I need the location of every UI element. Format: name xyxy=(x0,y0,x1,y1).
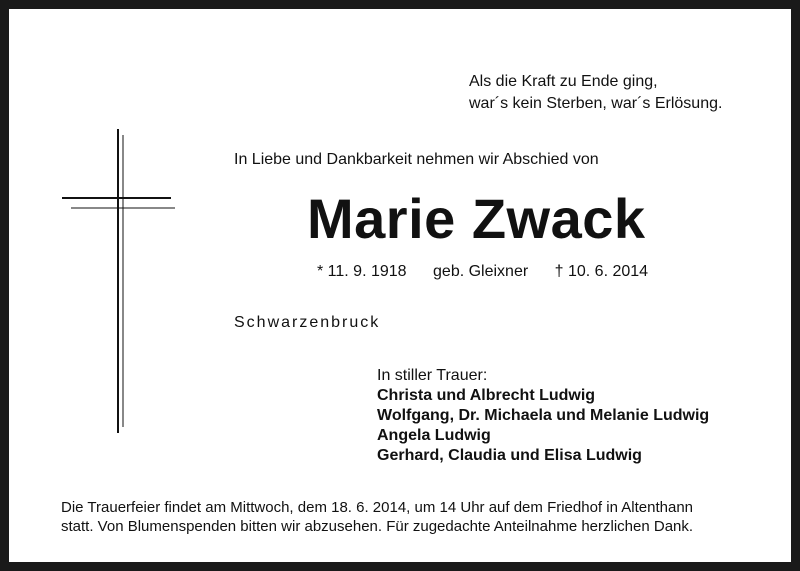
mourner-family: Gerhard, Claudia und Elisa Ludwig xyxy=(377,447,642,464)
notice-line-1: Die Trauerfeier findet am Mittwoch, dem 18. 6. 2014, um 14 Uhr auf dem Friedhof in Altenthann xyxy=(61,499,693,516)
maiden-name: geb. Gleixner xyxy=(433,263,529,280)
death-date: † 10. 6. 2014 xyxy=(554,263,649,280)
motto-line-1: Als die Kraft zu Ende ging, xyxy=(469,73,658,90)
cross-icon xyxy=(59,127,179,444)
notice-line-2: statt. Von Blumenspenden bitten wir abzusehen. Für zugedachte Anteilnahme herzlichen Dank. xyxy=(61,518,694,535)
mourner-family: Christa und Albrecht Ludwig xyxy=(377,387,596,404)
birth-date: * 11. 9. 1918 xyxy=(317,263,407,280)
deceased-name: Marie Zwack xyxy=(307,187,646,250)
mourner-family: Wolfgang, Dr. Michaela und Melanie Ludwig xyxy=(377,407,710,424)
hometown: Schwarzenbruck xyxy=(234,314,381,331)
motto xyxy=(469,71,722,115)
intro-text: In Liebe und Dankbarkeit nehmen wir Abschied von xyxy=(234,151,599,168)
mourners-block xyxy=(377,366,709,466)
mourner-family: Angela Ludwig xyxy=(377,427,491,444)
life-dates xyxy=(317,263,648,281)
funeral-notice xyxy=(61,498,766,536)
motto-line-2: war´s kein Sterben, war´s Erlösung. xyxy=(469,95,723,112)
mourners-heading: In stiller Trauer: xyxy=(377,367,488,384)
